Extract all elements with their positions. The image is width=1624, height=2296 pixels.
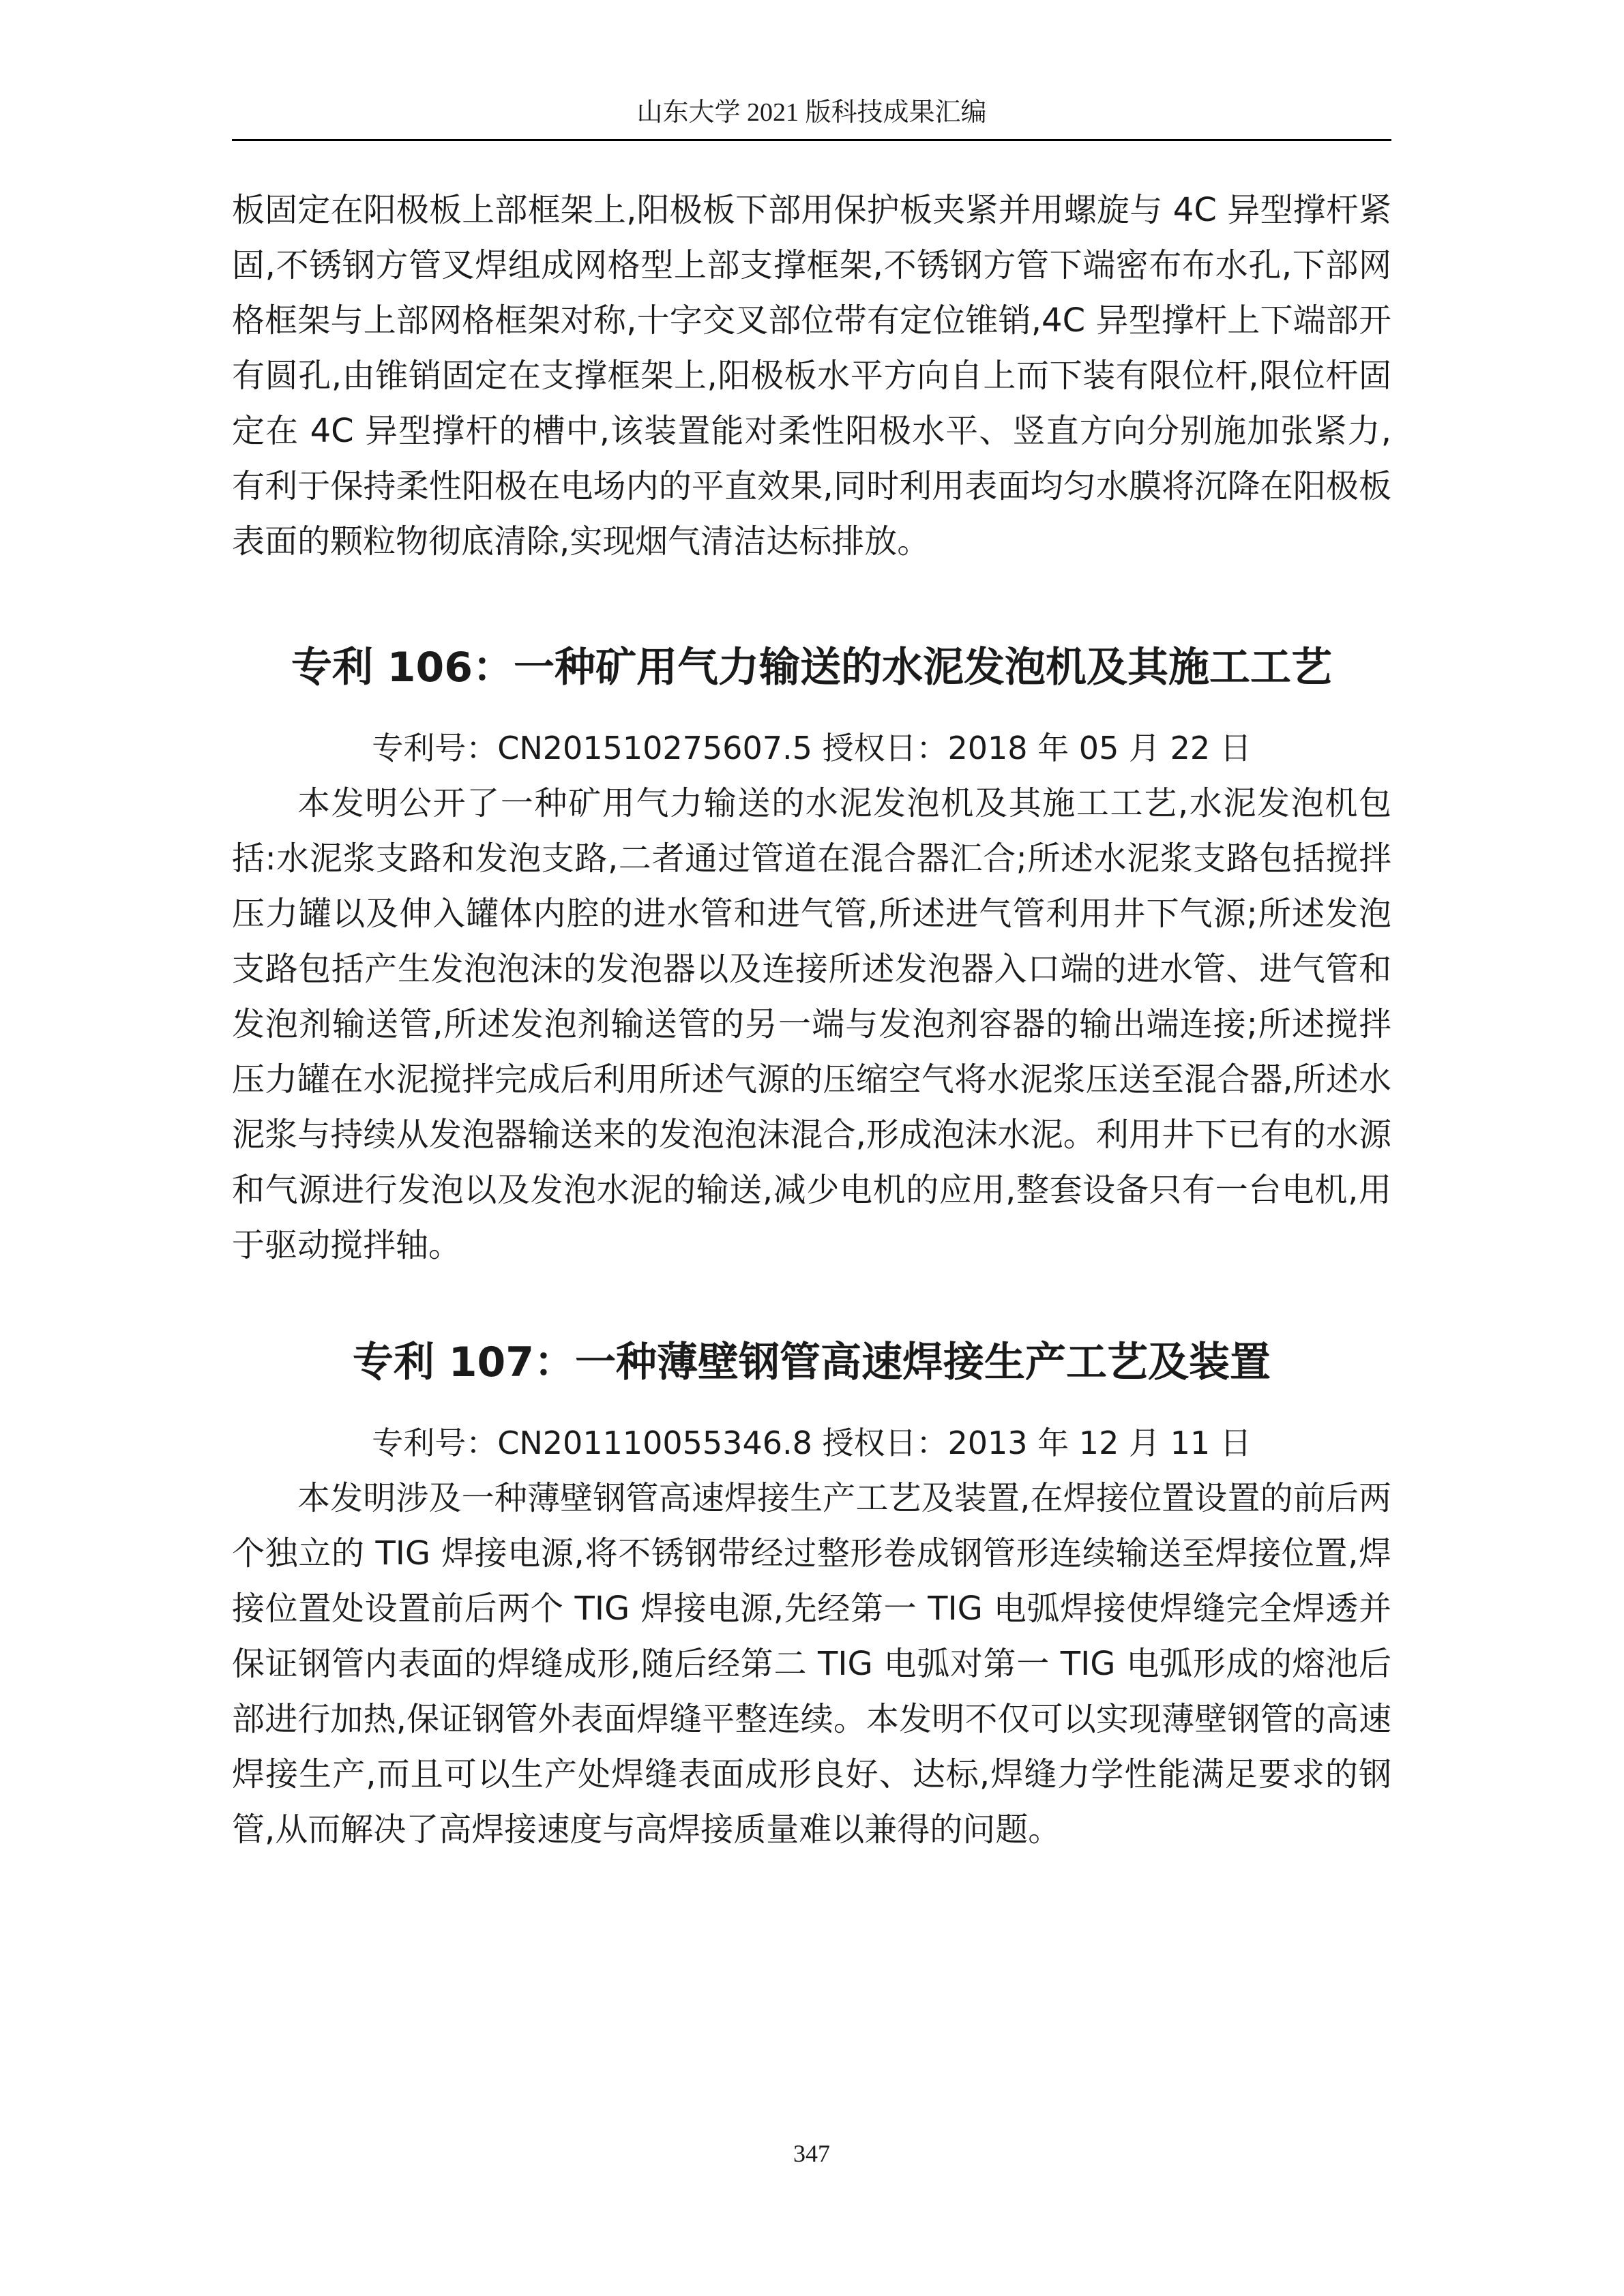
patent-107-title: 专利 107：一种薄壁钢管高速焊接生产工艺及装置 [352,1339,1271,1386]
patent-106-meta: 专利号：CN201510275607.5 授权日：2018 年 05 月 22 日 [372,730,1252,766]
patent-106-section [232,643,1391,1273]
patent-106-abstract: 本发明公开了一种矿用气力输送的水泥发泡机及其施工工艺,水泥发泡机包括:水泥浆支路和发泡支路,二者通过管道在混合器汇合;所述水泥浆支路包括搅拌压力罐以及伸入罐体内腔的进水管和进气管,所述进气管利用井下气源;所述发泡支路包括产生发泡泡沫的发泡器以及连接所述发泡器入口端的进水管、进气管和发泡剂输送管,所述发泡剂输送管的另一端与发泡剂容器的输出端连接;所述搅拌压力罐在水泥搅拌完成后利用所述气源的压缩空气将水泥浆压送至混合器,所述水泥浆与持续从发泡器输送来的发泡泡沫混合,形成泡沫水泥。利用井下已有的水源和气源进行发泡以及发泡水泥的输送,减少电机的应用,整套设备只有一台电机,用于驱动搅拌轴。 [232,784,1391,1264]
header-divider [232,139,1391,141]
page-number: 347 [793,2140,830,2167]
continued-paragraph: 板固定在阳极板上部框架上,阳极板下部用保护板夹紧并用螺旋与 4C 异型撑杆紧固,不锈钢方管叉焊组成网格型上部支撑框架,不锈钢方管下端密布布水孔,下部网格框架与上部网格框架对称,十字交叉部位带有定位锥销,4C 异型撑杆上下端部开有圆孔,由锥销固定在支撑框架上,阳极板水平方向自上而下装有限位杆,限位杆固定在 4C 异型撑杆的槽中,该装置能对柔性阳极水平、竖直方向分别施加张紧力,有利于保持柔性阳极在电场内的平直效果,同时利用表面均匀水膜将沉降在阳极板表面的颗粒物彻底清除,实现烟气清洁达标排放。 [232,191,1391,561]
patent-107-abstract: 本发明涉及一种薄壁钢管高速焊接生产工艺及装置,在焊接位置设置的前后两个独立的 TIG 焊接电源,将不锈钢带经过整形卷成钢管形连续输送至焊接位置,焊接位置处设置前后两个 TIG 焊接电源,先经第一 TIG 电弧焊接使焊缝完全焊透并保证钢管内表面的焊缝成形,随后经第二 TIG 电弧对第一 TIG 电弧形成的熔池后部进行加热,保证钢管外表面焊缝平整连续。本发明不仅可以实现薄壁钢管的高速焊接生产,而且可以生产处焊缝表面成形良好、达标,焊缝力学性能满足要求的钢管,从而解决了高焊接速度与高焊接质量难以兼得的问题。 [232,1479,1391,1849]
patent-106-title: 专利 106：一种矿用气力输送的水泥发泡机及其施工工艺 [291,644,1333,691]
patent-107-meta: 专利号：CN201110055346.8 授权日：2013 年 12 月 11 日 [372,1425,1252,1461]
running-header: 山东大学 2021 版科技成果汇编 [636,98,987,127]
patent-107-section [232,1338,1391,1858]
page-content [232,183,1391,1858]
